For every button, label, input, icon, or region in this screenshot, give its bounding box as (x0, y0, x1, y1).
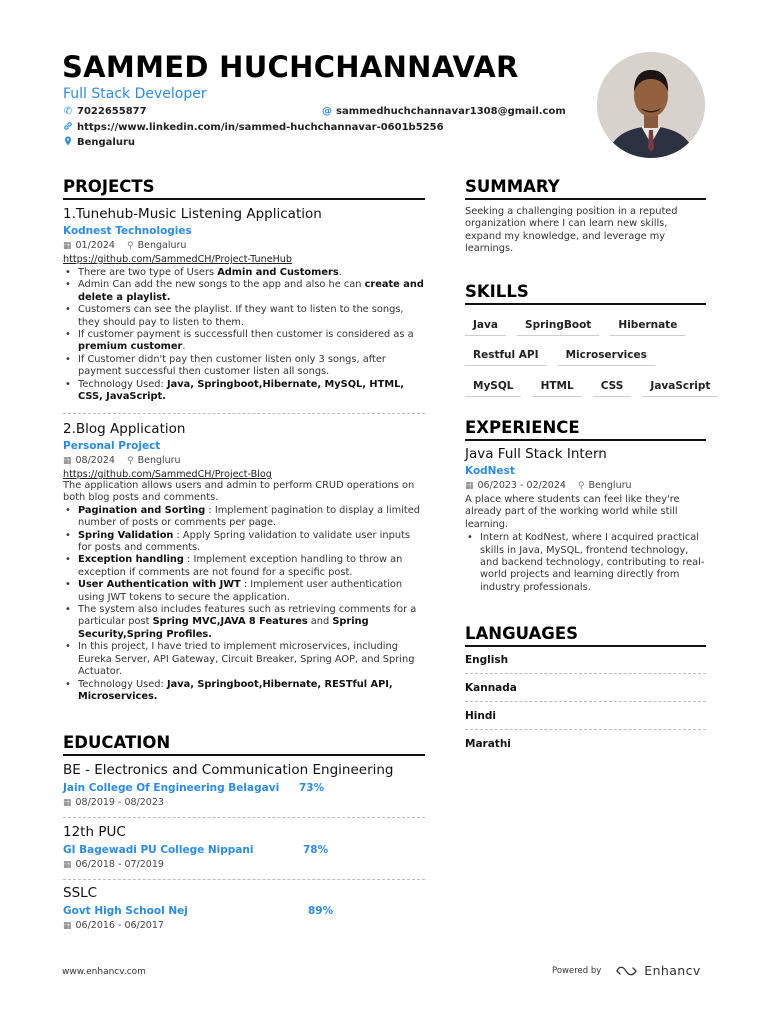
summary-heading: SUMMARY (465, 177, 706, 200)
grade-percent: 73% (299, 782, 325, 794)
skill-tag: JavaScript (642, 377, 718, 397)
list-item: • There are two type of Users Admin and Customers. (63, 267, 425, 279)
project-bullets (63, 505, 425, 704)
project-meta (63, 455, 425, 466)
degree-title: 12th PUC (63, 824, 126, 840)
school-name: GI Bagewadi PU College Nippani (63, 844, 254, 856)
role-title: Java Full Stack Intern (465, 446, 607, 462)
skill-tag: Microservices (558, 346, 655, 366)
job-title: Full Stack Developer (63, 86, 207, 102)
skill-tag: MySQL (465, 377, 521, 397)
powered-by-text: Powered by (552, 965, 602, 976)
skill-tag: SpringBoot (517, 316, 599, 336)
calendar-icon: ▦ (63, 920, 72, 931)
calendar-icon: ▦ (63, 797, 72, 808)
skills-row (465, 374, 718, 397)
divider (465, 673, 706, 674)
location-contact (63, 136, 135, 149)
project-description: The application allows users and admin to perform CRUD operations on both blog posts and comments. (63, 480, 415, 504)
link-icon (63, 121, 73, 134)
experience-description: A place where students can feel like they're already part of the working world while still learning. (465, 494, 680, 530)
divider (465, 701, 706, 702)
phone-number: 7022655877 (77, 106, 147, 117)
linkedin-url[interactable]: https://www.linkedin.com/in/sammed-huchchannavar-0601b5256 (77, 122, 444, 133)
list-item: • Spring Validation : Apply Spring validation to validate user inputs for posts and comments. (63, 530, 425, 555)
project-bullets (63, 267, 425, 403)
skill-tag: Java (465, 316, 506, 336)
linkedin-contact[interactable] (63, 121, 444, 134)
experience-dates: 06/2023 - 02/2024 (477, 480, 566, 491)
education-dates: ▦ 08/2019 - 08/2023 (63, 797, 164, 808)
experience-location: Bengluru (588, 480, 632, 491)
grade-percent: 89% (308, 905, 334, 917)
location-pin-icon (63, 136, 73, 149)
list-item: • Technology Used: Java, Springboot,Hibernate, RESTful API, Microservices. (63, 679, 425, 704)
project-link[interactable]: https://github.com/SammedCH/Project-Blog (63, 469, 272, 480)
project-blog (63, 421, 425, 703)
email-contact[interactable] (322, 106, 566, 117)
grade-percent: 78% (303, 844, 329, 856)
enhancv-logo-icon (615, 965, 639, 977)
email-address[interactable]: sammedhuchchannavar1308@gmail.com (336, 106, 566, 117)
candidate-name: SAMMED HUCHCHANNAVAR (62, 50, 519, 84)
language-item: Marathi (465, 738, 511, 750)
degree-title: BE - Electronics and Communication Engineering (63, 762, 394, 778)
skills-row (465, 343, 655, 366)
project-title: 1.Tunehub-Music Listening Application (63, 206, 322, 222)
education-dates: ▦ 06/2018 - 07/2019 (63, 859, 164, 870)
project-org: Kodnest Technologies (63, 225, 192, 237)
experience-entry (465, 446, 706, 594)
education-entry (63, 824, 425, 870)
skills-heading: SKILLS (465, 282, 706, 305)
projects-heading: PROJECTS (63, 177, 425, 200)
at-icon: @ (322, 106, 332, 117)
language-item: Hindi (465, 710, 496, 722)
list-item: • Technology Used: Java, Springboot,Hibernate, MySQL, HTML, CSS, JavaScript. (63, 379, 425, 404)
list-item: • User Authentication with JWT : Implement user authentication using JWT tokens to secure the application. (63, 579, 425, 604)
company-name: KodNest (465, 465, 515, 477)
skills-row (465, 313, 685, 336)
project-title: 2.Blog Application (63, 421, 186, 437)
list-item: • If customer payment is successfull then customer is considered as a premium customer. (63, 329, 425, 354)
experience-bullets (465, 532, 706, 594)
calendar-icon: ▦ (63, 455, 72, 466)
divider (63, 879, 425, 880)
list-item: • Customers can see the playlist. If they want to listen to the songs, they should pay to listen to them. (63, 304, 425, 329)
education-entry (63, 762, 425, 808)
education-heading: EDUCATION (63, 733, 425, 756)
language-item: Kannada (465, 682, 517, 694)
languages-heading: LANGUAGES (465, 624, 706, 647)
divider (63, 817, 425, 818)
education-entry (63, 885, 425, 931)
project-date: 01/2024 (75, 240, 115, 251)
profile-photo (597, 52, 705, 158)
list-item: • In this project, I have tried to implement microservices, including Eureka Server, API Gateway, Circuit Breaker, Spring AOP, and Spring Actuator. (63, 641, 425, 678)
enhancv-brand: Enhancv (644, 963, 701, 978)
skill-tag: HTML (533, 377, 582, 397)
footer-branding (552, 963, 701, 978)
project-tunehub (63, 206, 425, 403)
language-item: English (465, 654, 509, 666)
list-item: • If Customer didn't pay then customer listen only 3 songs, after payment successful then customer listen all songs. (63, 354, 425, 379)
skill-tag: Hibernate (610, 316, 685, 336)
project-location: Bengaluru (137, 240, 187, 251)
location-pin-icon: ⚲ (577, 480, 585, 491)
location-text: Bengaluru (77, 137, 136, 148)
calendar-icon: ▦ (63, 859, 72, 870)
location-pin-icon: ⚲ (126, 240, 134, 251)
list-item: • Intern at KodNest, where I acquired practical skills in Java, MySQL, frontend technology, and backend technology, contributing to real-world projects and learning directly from industry professionals. (465, 532, 706, 594)
list-item: • Exception handling : Implement exception handling to throw an exception if comments are not found for a specific post. (63, 554, 425, 579)
divider (63, 413, 425, 414)
project-link[interactable]: https://github.com/SammedCH/Project-TuneHub (63, 254, 292, 265)
school-name: Govt High School Nej (63, 905, 188, 917)
experience-meta (465, 480, 706, 491)
project-org: Personal Project (63, 440, 161, 452)
calendar-icon: ▦ (465, 480, 474, 491)
phone-icon: ✆ (63, 106, 73, 117)
school-name: Jain College Of Engineering Belagavi (63, 782, 280, 794)
project-date: 08/2024 (75, 455, 115, 466)
education-dates: ▦ 06/2016 - 06/2017 (63, 920, 164, 931)
summary-text: Seeking a challenging position in a reputed organization where I can learn new skills, expand my knowledge, and leverage my learnings. (465, 206, 678, 255)
location-pin-icon: ⚲ (126, 455, 134, 466)
divider (465, 729, 706, 730)
footer-website[interactable]: www.enhancv.com (62, 967, 146, 977)
project-meta (63, 240, 425, 251)
experience-heading: EXPERIENCE (465, 418, 706, 441)
project-location: Bengluru (137, 455, 181, 466)
calendar-icon: ▦ (63, 240, 72, 251)
list-item: • Pagination and Sorting : Implement pagination to display a limited number of posts or comments per page. (63, 505, 425, 530)
phone-contact (63, 106, 147, 117)
skill-tag: CSS (593, 377, 632, 397)
skill-tag: Restful API (465, 346, 547, 366)
degree-title: SSLC (63, 885, 98, 901)
list-item: • Admin Can add the new songs to the app and also he can create and delete a playlist. (63, 279, 425, 304)
list-item: • The system also includes features such as retrieving comments for a particular post Spring MVC,JAVA 8 Features and Spring Security,Spring Profiles. (63, 604, 425, 641)
